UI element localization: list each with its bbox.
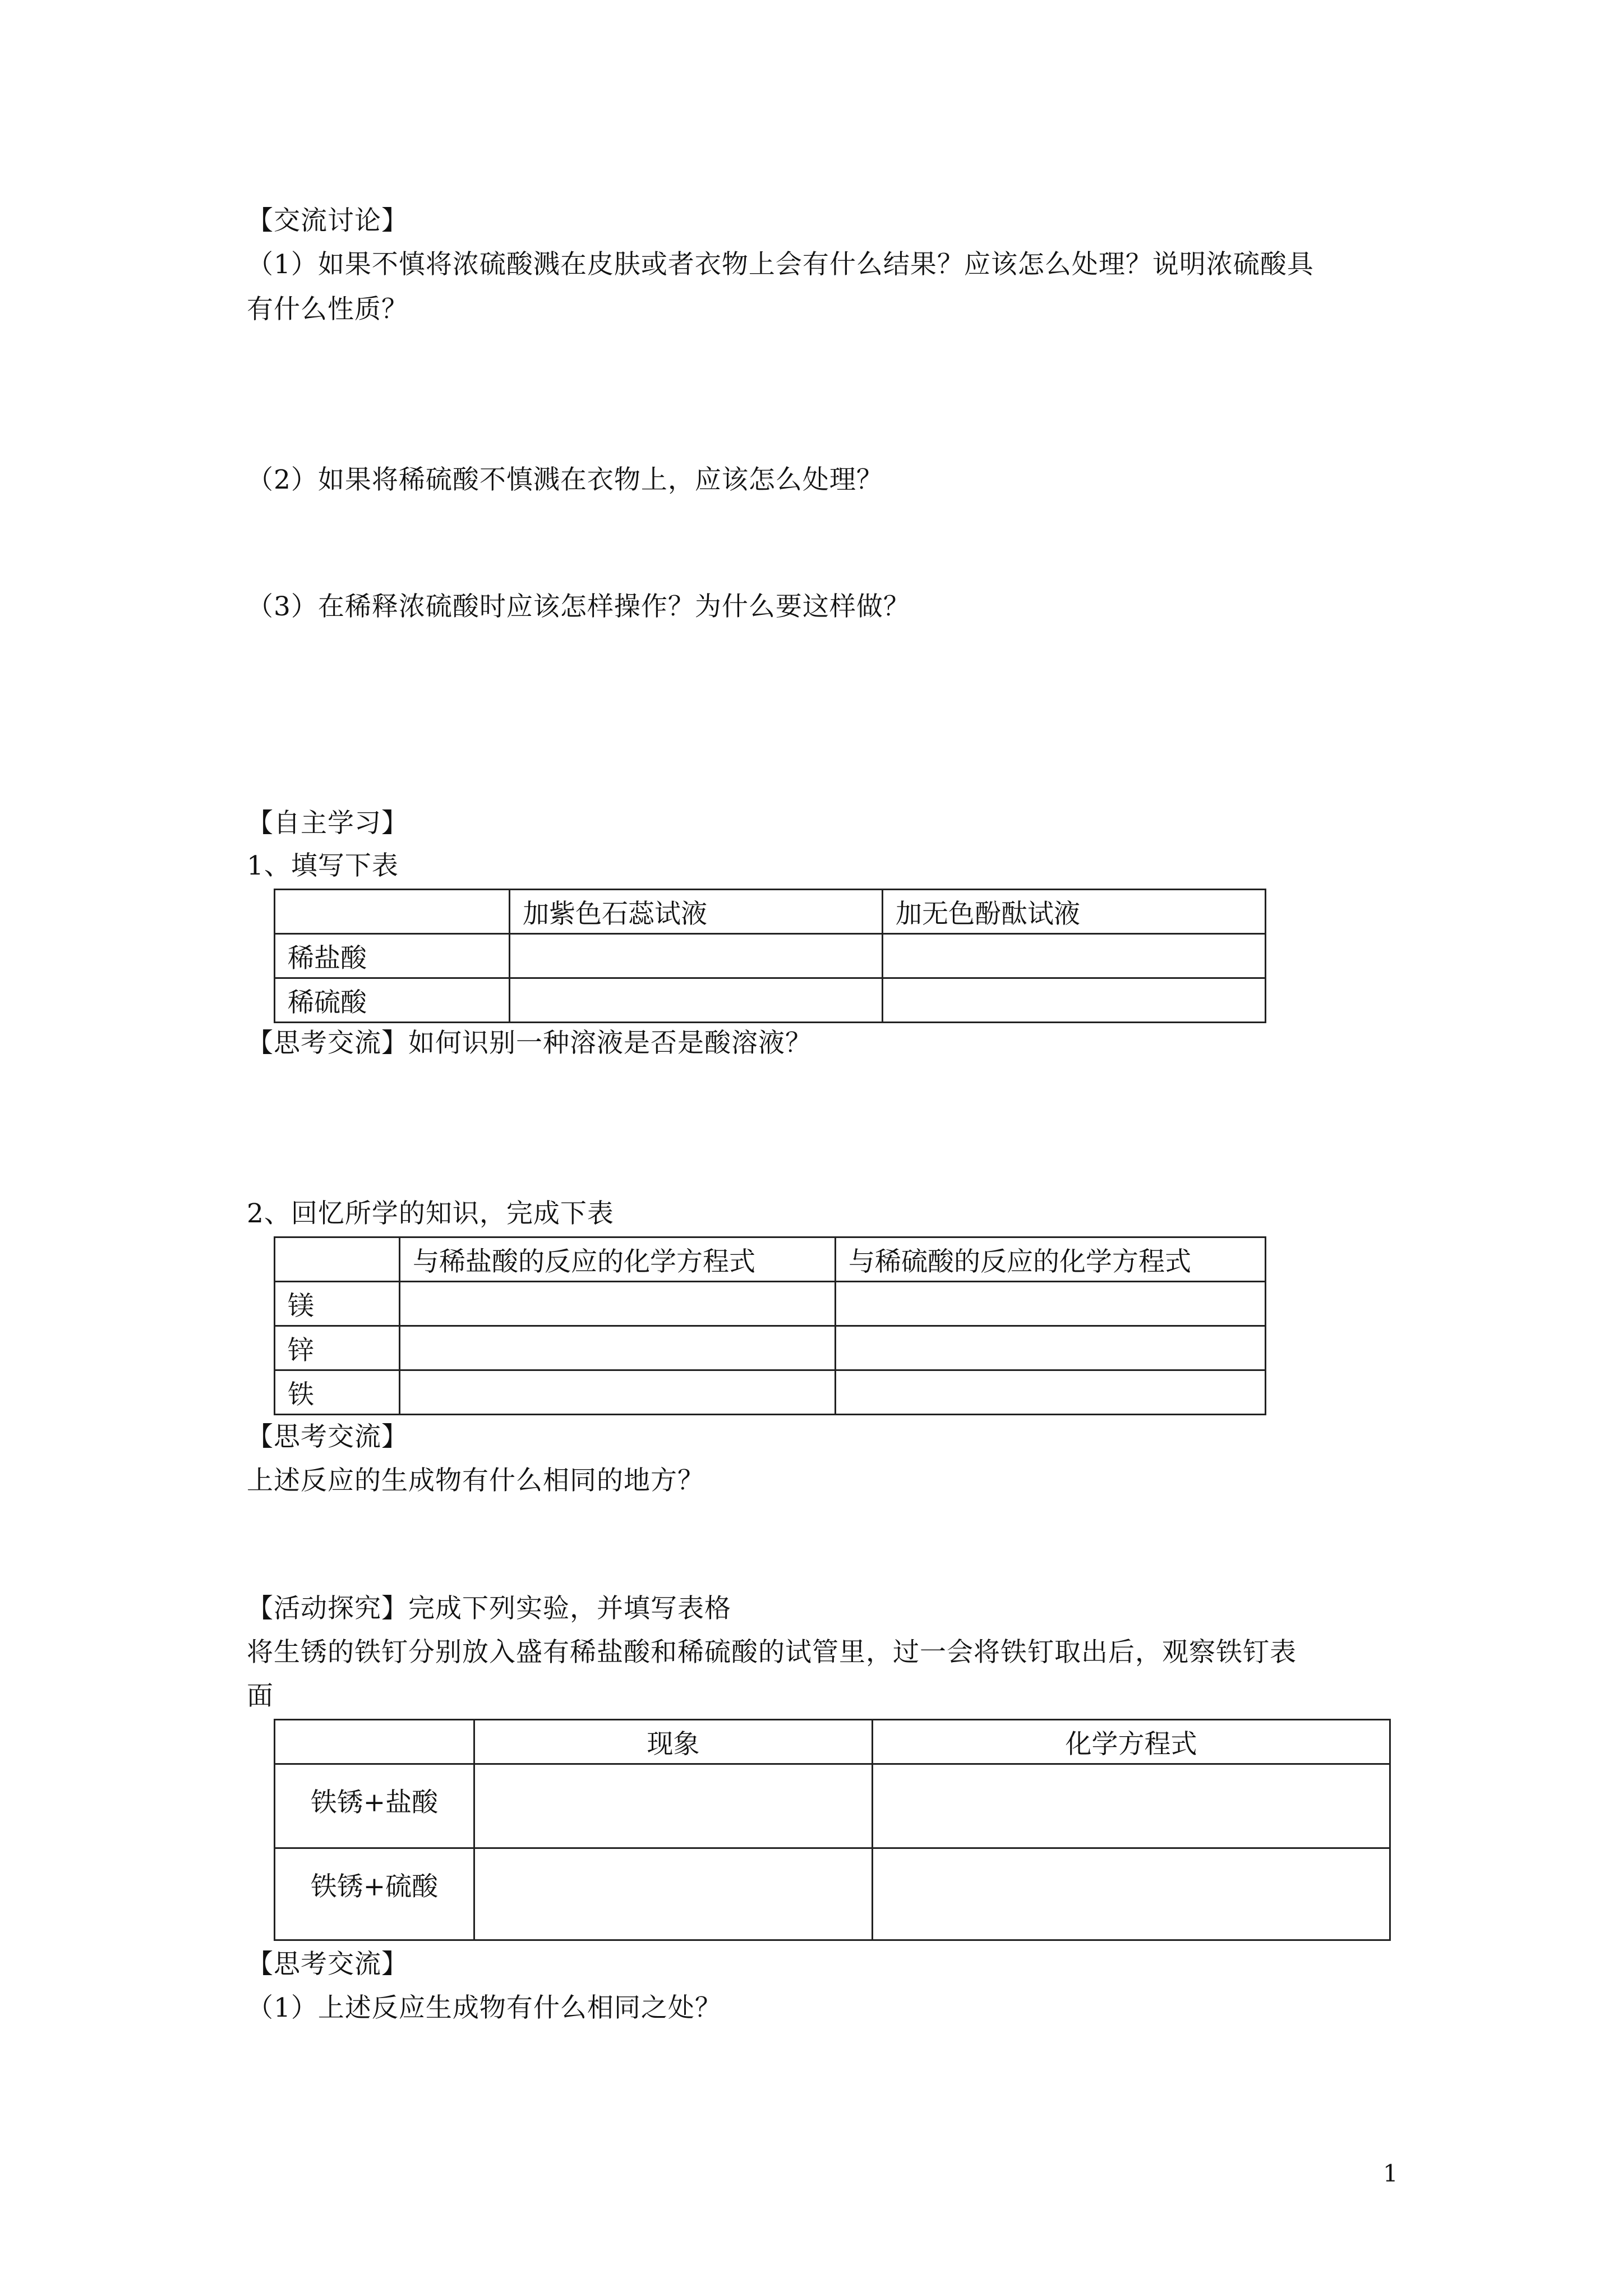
page-number: 1 bbox=[1383, 2160, 1398, 2187]
think-exchange-3-header: 【思考交流】 bbox=[247, 1949, 408, 1980]
answer-cell[interactable] bbox=[836, 1282, 1266, 1326]
table-header-cell: 化学方程式 bbox=[873, 1720, 1390, 1764]
table-header-cell: 加紫色石蕊试液 bbox=[510, 890, 883, 934]
fill-table-2-instruction: 2、回忆所学的知识，完成下表 bbox=[247, 1198, 614, 1229]
self-study-header: 【自主学习】 bbox=[247, 808, 408, 839]
row-label: 镁 bbox=[275, 1282, 400, 1326]
table-header-cell: 与稀盐酸的反应的化学方程式 bbox=[400, 1237, 836, 1282]
answer-cell[interactable] bbox=[474, 1764, 873, 1848]
answer-cell[interactable] bbox=[836, 1326, 1266, 1370]
row-label: 稀硫酸 bbox=[275, 978, 510, 1023]
row-label: 铁 bbox=[275, 1370, 400, 1415]
activity-description-line-2: 面 bbox=[247, 1681, 274, 1711]
think-exchange-2-question: 上述反应的生成物有什么相同的地方？ bbox=[247, 1465, 704, 1496]
table-row bbox=[275, 1282, 1266, 1326]
answer-cell[interactable] bbox=[873, 1764, 1390, 1848]
table-header-cell bbox=[275, 890, 510, 934]
answer-cell[interactable] bbox=[510, 934, 883, 978]
indicator-table bbox=[274, 889, 1266, 1023]
rust-reaction-table bbox=[274, 1719, 1391, 1941]
row-label: 稀盐酸 bbox=[275, 934, 510, 978]
row-label: 铁锈+盐酸 bbox=[275, 1764, 474, 1848]
discussion-header: 【交流讨论】 bbox=[247, 205, 408, 236]
table-row bbox=[275, 1764, 1390, 1848]
answer-cell[interactable] bbox=[873, 1848, 1390, 1940]
answer-cell[interactable] bbox=[836, 1370, 1266, 1415]
table-header-row bbox=[275, 1237, 1266, 1282]
activity-description-line-1: 将生锈的铁钉分别放入盛有稀盐酸和稀硫酸的试管里，过一会将铁钉取出后，观察铁钉表 bbox=[247, 1637, 1297, 1668]
question-2: （2）如果将稀硫酸不慎溅在衣物上，应该怎么处理？ bbox=[247, 464, 883, 495]
table-row bbox=[275, 1848, 1390, 1940]
table-row bbox=[275, 934, 1266, 978]
table-header-cell: 现象 bbox=[474, 1720, 873, 1764]
table-row bbox=[275, 1326, 1266, 1370]
answer-cell[interactable] bbox=[510, 978, 883, 1023]
table-header-cell bbox=[275, 1720, 474, 1764]
table-row bbox=[275, 978, 1266, 1023]
question-3: （3）在稀释浓硫酸时应该怎样操作？为什么要这样做？ bbox=[247, 591, 910, 622]
fill-table-1-instruction: 1、填写下表 bbox=[247, 850, 399, 881]
think-exchange-1: 【思考交流】如何识别一种溶液是否是酸溶液？ bbox=[247, 1028, 812, 1059]
answer-cell[interactable] bbox=[400, 1326, 836, 1370]
answer-cell[interactable] bbox=[400, 1370, 836, 1415]
question-1-line-2: 有什么性质？ bbox=[247, 294, 408, 325]
table-header-row bbox=[275, 1720, 1390, 1764]
table-header-cell bbox=[275, 1237, 400, 1282]
table-header-row bbox=[275, 890, 1266, 934]
answer-cell[interactable] bbox=[883, 978, 1266, 1023]
answer-cell[interactable] bbox=[400, 1282, 836, 1326]
think-exchange-2-header: 【思考交流】 bbox=[247, 1421, 408, 1452]
think-exchange-3-question-1: （1）上述反应生成物有什么相同之处？ bbox=[247, 1993, 722, 2023]
row-label: 锌 bbox=[275, 1326, 400, 1370]
table-header-cell: 与稀硫酸的反应的化学方程式 bbox=[836, 1237, 1266, 1282]
metal-reaction-table bbox=[274, 1236, 1266, 1415]
activity-header: 【活动探究】完成下列实验，并填写表格 bbox=[247, 1593, 731, 1624]
question-1-line-1: （1）如果不慎将浓硫酸溅在皮肤或者衣物上会有什么结果？应该怎么处理？说明浓硫酸具 bbox=[247, 249, 1314, 280]
table-row bbox=[275, 1370, 1266, 1415]
table-header-cell: 加无色酚酞试液 bbox=[883, 890, 1266, 934]
answer-cell[interactable] bbox=[883, 934, 1266, 978]
row-label: 铁锈+硫酸 bbox=[275, 1848, 474, 1940]
answer-cell[interactable] bbox=[474, 1848, 873, 1940]
